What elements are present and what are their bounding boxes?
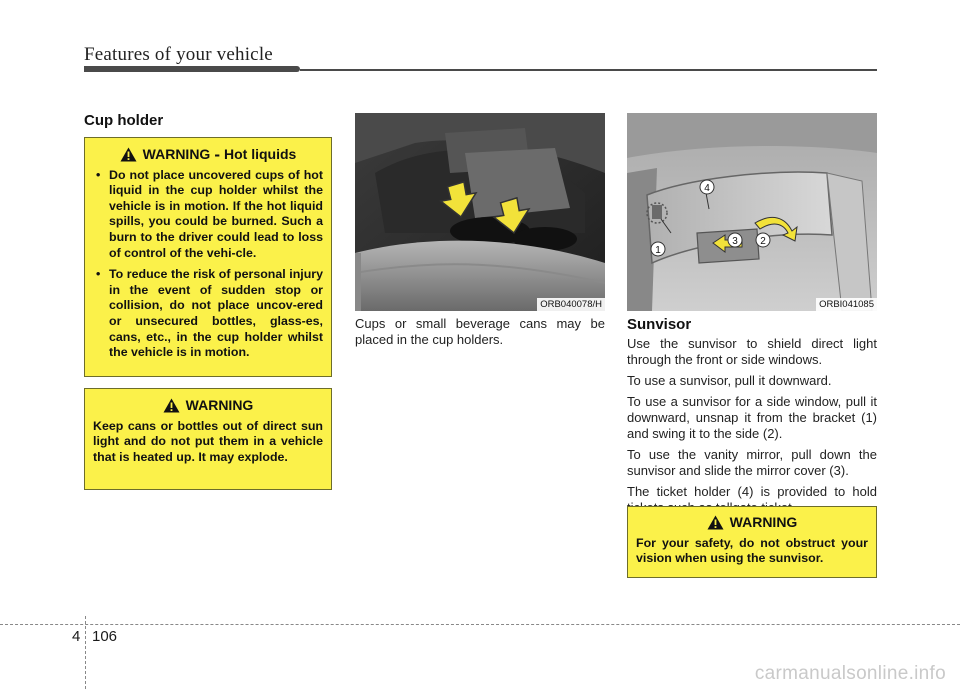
- sunvisor-warning-box: [627, 506, 877, 578]
- callout-label: 3: [732, 236, 738, 247]
- page-number: 106: [92, 628, 118, 645]
- chapter-number: 4: [72, 628, 81, 645]
- footer-divider: [85, 616, 86, 689]
- header-rule-thin: [300, 69, 877, 71]
- cup-holder-illustration: [355, 113, 605, 311]
- body-paragraph: Use the sunvisor to shield direct light through the front or side windows.: [627, 336, 877, 367]
- warning-bullet: • To reduce the risk of personal injury in the event of sudden stop or collision, do not place uncov-ered or unsecured bottles, glass-es, cans, etc., in the cup holder whilst the vehicle is in motion.: [93, 267, 323, 361]
- sunvisor-title: Sunvisor: [627, 316, 692, 333]
- warning-bullet: • Do not place uncovered cups of hot liquid in the cup holder whilst the vehicle is in motion. If the hot liquid spills, you could be burned. Such a burn to the driver could lead to loss of control of the vehi-cle.: [93, 168, 323, 262]
- callout-label: 4: [704, 183, 710, 194]
- callout-label: 2: [760, 236, 766, 247]
- sunlight-warning-box: [84, 388, 332, 490]
- image-caption: ORB040078/H: [537, 298, 605, 311]
- watermark: carmanualsonline.info: [754, 663, 946, 684]
- warning-text: Keep cans or bottles out of direct sun light and do not put them in a vehicle that is heated up. It may explode.: [93, 418, 323, 464]
- warning-heading: [93, 398, 323, 414]
- image-caption: ORBI041085: [816, 298, 877, 311]
- warning-heading: [636, 515, 868, 531]
- cup-holder-body: [355, 316, 605, 353]
- header-rule-thick: [84, 66, 300, 72]
- warning-triangle-icon: [163, 398, 180, 413]
- sunvisor-illustration: [627, 113, 877, 311]
- warning-label: WARNING: [729, 514, 798, 530]
- warning-label: WARNING: [185, 397, 254, 413]
- page-header-title: Features of your vehicle: [84, 44, 273, 65]
- body-paragraph: Cups or small beverage cans may be placed in the cup holders.: [355, 316, 605, 347]
- cup-holder-title: Cup holder: [84, 112, 164, 129]
- body-paragraph: To use a sunvisor, pull it downward.: [627, 373, 832, 388]
- warning-dash: -: [214, 145, 220, 164]
- callout-label: 1: [655, 245, 661, 256]
- warning-subheading: Hot liquids: [224, 146, 297, 162]
- cup-holder-photo: [355, 113, 605, 311]
- warning-text: For your safety, do not obstruct your vision when using the sunvisor.: [636, 535, 868, 566]
- warning-triangle-icon: [707, 515, 724, 530]
- warning-label: WARNING: [142, 146, 211, 162]
- sunvisor-photo: [627, 113, 877, 311]
- body-paragraph: To use the vanity mirror, pull down the sunvisor and slide the mirror cover (3).: [627, 447, 877, 478]
- hot-liquids-warning-box: [84, 137, 332, 377]
- warning-heading: [93, 147, 323, 163]
- body-paragraph: To use a sunvisor for a side window, pull it downward, unsnap it from the bracket (1) and swing it to the side (2).: [627, 394, 877, 441]
- sunvisor-body: [627, 336, 877, 521]
- warning-triangle-icon: [120, 147, 137, 162]
- footer-rule: [0, 624, 960, 625]
- warning-bullet-list: [93, 168, 323, 361]
- body-paragraph: The ticket holder (4) is provided to hold: [627, 484, 877, 499]
